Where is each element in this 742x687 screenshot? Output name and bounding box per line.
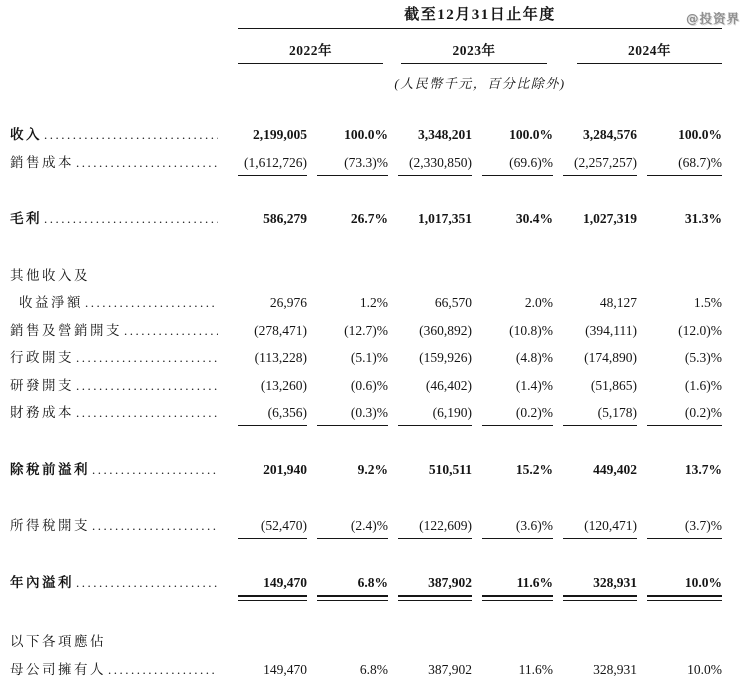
row-label: 收益淨額: [19, 295, 83, 310]
leader-dots: [44, 126, 218, 143]
table-row: [10, 404, 732, 432]
percent-2022: 6.8%: [357, 574, 388, 590]
percent-2023-cell: [482, 154, 553, 176]
table-row: [10, 126, 732, 154]
row-label: 除稅前溢利: [10, 461, 90, 477]
value-2023: 3,348,201: [418, 127, 472, 142]
value-2024: (5,178): [597, 405, 637, 420]
table-row: [10, 322, 732, 350]
value-2024-cell: [563, 404, 637, 426]
value-2022: (6,356): [267, 405, 307, 420]
value-2022: (52,470): [260, 518, 307, 533]
percent-2022: 6.8%: [359, 661, 388, 677]
table-row: [10, 574, 732, 602]
row-label: 銷售成本: [10, 154, 74, 170]
value-2022: 586,279: [263, 211, 307, 226]
value-2024: 3,284,576: [583, 127, 637, 142]
leader-dots: [76, 154, 218, 171]
value-2024-cell: [563, 210, 637, 227]
percent-2023-cell: [482, 517, 553, 539]
value-2023-cell: [398, 322, 472, 339]
row-label-cell: [10, 322, 228, 339]
row-label-cell: [10, 126, 228, 143]
percent-2024: 1.5%: [693, 295, 722, 310]
percent-2022: (0.3)%: [350, 405, 388, 420]
double-rule: [317, 595, 388, 602]
value-2023-cell: [398, 210, 472, 227]
value-2024-cell: [563, 517, 637, 539]
percent-2023: 30.4%: [515, 211, 553, 226]
value-2024-cell: [563, 661, 637, 678]
percent-2022-cell: [317, 210, 388, 227]
row-label: 所得稅開支: [10, 518, 90, 533]
percent-2024-cell: [647, 322, 722, 339]
row-label-cell: [10, 377, 228, 394]
percent-2024-cell: [647, 574, 722, 602]
value-2024-cell: [563, 377, 637, 394]
leader-dots: [92, 517, 218, 534]
table-row: [10, 210, 732, 238]
percent-2022: (2.4)%: [350, 518, 388, 533]
percent-2023: (0.2)%: [515, 405, 553, 420]
value-2022-cell: [238, 461, 307, 478]
watermark: @投资界: [685, 11, 740, 26]
value-2022: (113,228): [254, 350, 307, 365]
double-rule: [647, 595, 722, 602]
percent-2024: 13.7%: [684, 461, 722, 477]
double-rule: [398, 595, 472, 602]
percent-2024: (12.0)%: [678, 322, 722, 338]
row-label: 財務成本: [10, 405, 74, 420]
percent-2023-cell: [482, 404, 553, 426]
row-label-cell: [10, 461, 228, 478]
row-label: 其他收入及: [10, 267, 90, 283]
percent-2024-cell: [647, 154, 722, 176]
value-2024: 1,027,319: [583, 211, 637, 226]
table-row: [10, 633, 732, 661]
value-2024: (120,471): [584, 518, 637, 533]
row-label-cell: [10, 404, 228, 421]
table-row: [10, 349, 732, 377]
row-label-cell: [10, 574, 228, 591]
value-2023: 1,017,351: [418, 211, 472, 226]
percent-2022: (12.7)%: [344, 322, 388, 338]
percent-2024-cell: [647, 210, 722, 227]
value-2023: 387,902: [428, 661, 472, 677]
table-row: [10, 661, 732, 687]
value-2023: (360,892): [419, 322, 472, 338]
row-label: 母公司擁有人: [10, 661, 106, 677]
percent-2024-cell: [647, 377, 722, 394]
percent-2022-cell: [317, 517, 388, 539]
value-2023-cell: [398, 574, 472, 602]
row-label-cell: [10, 154, 228, 171]
value-2024: (51,865): [590, 377, 637, 393]
percent-2023: 11.6%: [516, 574, 553, 590]
value-2022-cell: [238, 210, 307, 227]
percent-2023: (3.6)%: [515, 518, 553, 533]
leader-dots: [85, 294, 218, 311]
value-2024: 48,127: [599, 295, 637, 310]
value-2022-cell: [238, 661, 307, 678]
value-2024: 328,931: [593, 661, 637, 677]
value-2022-cell: [238, 517, 307, 539]
row-label: 年內溢利: [10, 574, 74, 590]
value-2023-cell: [398, 404, 472, 426]
year-header-2024: 2024年: [577, 29, 722, 64]
percent-2024: 100.0%: [678, 127, 722, 142]
value-2023: (6,190): [432, 405, 472, 420]
value-2022-cell: [238, 322, 307, 339]
leader-dots: [92, 461, 218, 478]
row-label-cell: [10, 267, 228, 284]
value-2023-cell: [398, 349, 472, 366]
year-header-2023: 2023年: [401, 29, 547, 64]
percent-2024: (1.6)%: [684, 377, 722, 393]
percent-2024-cell: [647, 404, 722, 426]
percent-2024: (5.3)%: [684, 350, 722, 365]
percent-2024: 10.0%: [684, 574, 722, 590]
percent-2022-cell: [317, 154, 388, 176]
percent-2023-cell: [482, 294, 553, 311]
value-2022: (13,260): [260, 377, 307, 393]
value-2022: 2,199,005: [253, 127, 307, 142]
value-2022-cell: [238, 154, 307, 176]
leader-dots: [108, 661, 218, 678]
table-body: [10, 126, 732, 687]
value-2024-cell: [563, 461, 637, 478]
value-2023-cell: [398, 661, 472, 678]
percent-2023: 11.6%: [518, 661, 553, 677]
percent-2023-cell: [482, 349, 553, 366]
value-2024: 328,931: [593, 574, 637, 590]
value-2024: 449,402: [593, 461, 637, 477]
percent-2024-cell: [647, 294, 722, 311]
table-row: [10, 294, 732, 322]
percent-2023-cell: [482, 661, 553, 678]
value-2022: 149,470: [263, 574, 307, 590]
double-rule: [238, 595, 307, 602]
percent-2022-cell: [317, 126, 388, 143]
value-2022-cell: [238, 404, 307, 426]
value-2024-cell: [563, 349, 637, 366]
percent-2022-cell: [317, 461, 388, 478]
value-2022-cell: [238, 126, 307, 143]
year-header-2022: 2022年: [238, 29, 383, 64]
percent-2022: (0.6)%: [350, 377, 388, 393]
value-2022: 149,470: [263, 661, 307, 677]
row-label: 收入: [10, 127, 42, 142]
percent-2022-cell: [317, 661, 388, 678]
value-2022-cell: [238, 574, 307, 602]
value-2023: 66,570: [434, 295, 472, 310]
row-label-cell: [10, 349, 228, 366]
value-2023-cell: [398, 377, 472, 394]
percent-2022-cell: [317, 294, 388, 311]
row-label-cell: [10, 294, 228, 311]
percent-2023-cell: [482, 210, 553, 227]
percent-2024-cell: [647, 349, 722, 366]
percent-2023: (4.8)%: [515, 350, 553, 365]
value-2022: 26,976: [269, 295, 307, 310]
row-label-cell: [10, 661, 228, 678]
percent-2022: (73.3)%: [344, 154, 388, 170]
row-label: 行政開支: [10, 350, 74, 365]
value-2023: (122,609): [419, 518, 472, 533]
table-row: [10, 267, 732, 295]
percent-2022-cell: [317, 574, 388, 602]
value-2024: (394,111): [585, 322, 637, 338]
percent-2023-cell: [482, 574, 553, 602]
percent-2024: 10.0%: [687, 661, 722, 677]
percent-2024: (3.7)%: [684, 518, 722, 533]
percent-2024: (0.2)%: [684, 405, 722, 420]
percent-2023: 15.2%: [515, 461, 553, 477]
percent-2022: 1.2%: [359, 295, 388, 310]
leader-dots: [76, 377, 218, 394]
leader-dots: [76, 574, 218, 591]
value-2023-cell: [398, 461, 472, 478]
percent-2022-cell: [317, 322, 388, 339]
value-2023: (159,926): [419, 350, 472, 365]
value-2024-cell: [563, 294, 637, 311]
period-title: 截至12月31日止年度: [404, 7, 556, 23]
percent-2024-cell: [647, 661, 722, 678]
percent-2024: 31.3%: [684, 211, 722, 226]
year-columns: [238, 29, 722, 64]
percent-2024-cell: [647, 126, 722, 143]
value-2023: (2,330,850): [409, 154, 472, 170]
value-2024-cell: [563, 574, 637, 602]
value-2023-cell: [398, 294, 472, 311]
row-label: 研發開支: [10, 377, 74, 393]
value-2023-cell: [398, 517, 472, 539]
leader-dots: [124, 322, 218, 339]
percent-2023-cell: [482, 461, 553, 478]
percent-2023-cell: [482, 126, 553, 143]
value-2024-cell: [563, 126, 637, 143]
percent-2023: (69.6)%: [509, 154, 553, 170]
leader-dots: [76, 349, 218, 366]
value-2022-cell: [238, 349, 307, 366]
unit-note: (人民幣千元，百分比除外): [394, 76, 566, 91]
value-2022-cell: [238, 377, 307, 394]
value-2023-cell: [398, 126, 472, 143]
table-header: [238, 6, 722, 92]
percent-2022: (5.1)%: [350, 350, 388, 365]
percent-2022-cell: [317, 404, 388, 426]
percent-2022-cell: [317, 349, 388, 366]
leader-dots: [76, 404, 218, 421]
value-2023: (46,402): [425, 377, 472, 393]
double-rule: [563, 595, 637, 602]
row-label-cell: [10, 517, 228, 534]
percent-2022-cell: [317, 377, 388, 394]
value-2024-cell: [563, 322, 637, 339]
percent-2024: (68.7)%: [678, 154, 722, 170]
value-2022-cell: [238, 294, 307, 311]
row-label: 毛利: [10, 211, 42, 226]
percent-2022: 9.2%: [357, 461, 388, 477]
percent-2024-cell: [647, 517, 722, 539]
row-label-cell: [10, 210, 228, 227]
percent-2023: 100.0%: [509, 127, 553, 142]
value-2023: 510,511: [428, 461, 472, 477]
table-row: [10, 377, 732, 405]
percent-2024-cell: [647, 461, 722, 478]
percent-2022: 100.0%: [344, 127, 388, 142]
value-2022: 201,940: [263, 461, 307, 477]
table-row: [10, 517, 732, 545]
value-2023: 387,902: [428, 574, 472, 590]
double-rule: [482, 595, 553, 602]
value-2024: (174,890): [584, 350, 637, 365]
value-2023-cell: [398, 154, 472, 176]
row-label-cell: [10, 633, 228, 650]
percent-2023: (10.8)%: [509, 322, 553, 338]
table-row: [10, 154, 732, 182]
value-2024-cell: [563, 154, 637, 176]
percent-2023: 2.0%: [524, 295, 553, 310]
percent-2023-cell: [482, 377, 553, 394]
row-label: 以下各項應佔: [10, 634, 106, 649]
percent-2022: 26.7%: [350, 211, 388, 226]
value-2022: (1,612,726): [244, 154, 307, 170]
percent-2023: (1.4)%: [515, 377, 553, 393]
row-label: 銷售及營銷開支: [10, 322, 122, 338]
percent-2023-cell: [482, 322, 553, 339]
value-2022: (278,471): [254, 322, 307, 338]
value-2024: (2,257,257): [574, 154, 637, 170]
table-row: [10, 461, 732, 489]
leader-dots: [44, 210, 218, 227]
